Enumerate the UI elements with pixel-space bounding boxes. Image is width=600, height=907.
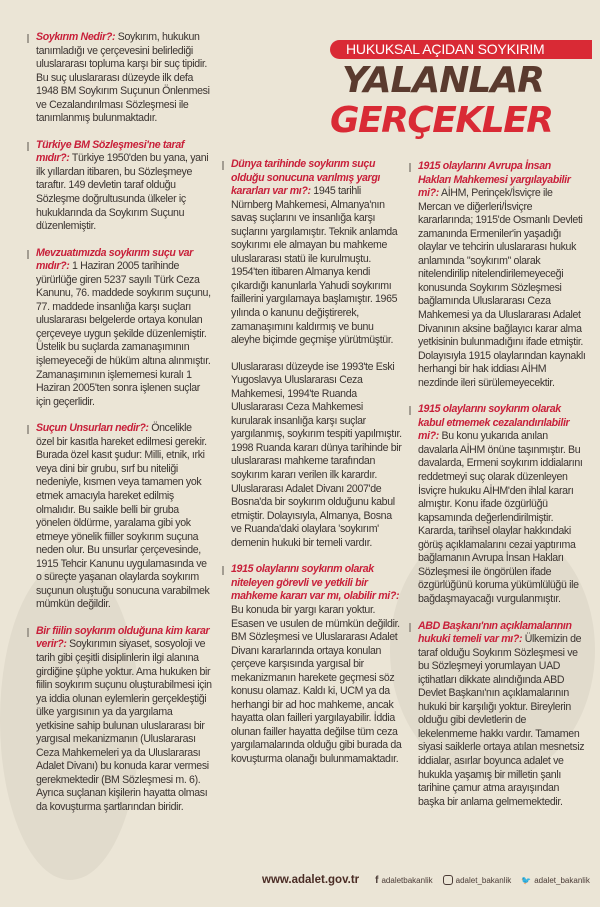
- answer: Soykırımın siyaset, sosyoloji ve tarih gibi çeşitli disiplinlerin ilgi alanına girdiğine şüphe yoktur. Ama hukuken bir fiilin soykırım suçunu oluşturabilmesi için ya iddia olunan eylemlerin gerçekleştiği ülke yargısının ya da yargılama yetkisine sahip bulunan uluslararası bir yargısal mekanizmanın (Uluslararası Ceza Mahkemeleri ya da Uluslararası Adalet Divanı) bu konuda karar vermesi gerekmektedir (BM Sözleşmesi m. 6). Ayrıca suçlanan kişilerin hayatta olması da kovuşturma şartlarından biridir.: [36, 638, 212, 813]
- facebook-handle: adaletbakanlik: [381, 875, 433, 885]
- subtitle-banner: HUKUKSAL AÇIDAN SOYKIRIM: [330, 40, 592, 59]
- qa-item: [36, 247, 212, 410]
- title-yalanlar: YALANLAR: [342, 60, 544, 101]
- qa-item: [36, 139, 212, 234]
- question: Mevzuatımızda soykırım suçu var mıdır?:: [36, 246, 193, 273]
- answer: Türkiye 1950'den bu yana, yani ilk yıllardan itibaren, bu Sözleşmeye taraftır. 149 devletin taraf olduğu Sözleşme doğrultusunda ülkeler iç hukuklarında da Soykırım Suçunu düzenlemiştir.: [36, 152, 209, 233]
- question: Dünya tarihinde soykırım suçu olduğu sonucuna varılmış yargı kararları var mı?:: [231, 158, 381, 198]
- middle-column: [231, 158, 403, 780]
- qa-item: [418, 160, 586, 390]
- question: 1915 olaylarını soykırım olarak kabul etmemek cezalandırılabilir mi?:: [418, 403, 570, 443]
- answer: Soykırım, hukukun tanımladığı ve çerçevesini belirlediği uluslararası topluma karşı bir suç tipidir. Bu suç uluslararası düzeyde ilk defa 1948 BM Soykırım Suçunun Önlenmesi ve Cezalandırılması Sözleşmesi ile tanımlanmış bulunmaktadır.: [36, 31, 210, 125]
- paragraph: [231, 361, 403, 551]
- title-gercekler: GERÇEKLER: [330, 100, 553, 141]
- question: 1915 olaylarını Avrupa İnsan Hakları Mahkemesi yargılayabilir mi?:: [418, 160, 571, 200]
- footer: [262, 874, 592, 886]
- answer: Ülkemizin de taraf olduğu Soykırım Sözleşmesi ve bu Sözleşmeyi yorumlayan UAD içtihatları dikkate alındığında ABD Devlet Başkanı'nın açıklamalarının hukuki bir karşılığı yoktur. Bireylerin olduğu gibi devletlerin de lekelenmeme hakkı vardır. Tamamen siyasi saiklerle ortaya atılan mesnetsiz iddialar, asırlar boyunca adalet ve hukukla yaşamış bir milletin şanlı tarihine çamur atma arayışından başka bir anlama gelmemektedir.: [418, 633, 585, 808]
- question: Bir fiilin soykırım olduğuna kim karar verir?:: [36, 624, 210, 651]
- instagram-handle: adalet_bakanlik: [455, 875, 512, 885]
- instagram-link[interactable]: [443, 875, 512, 885]
- question: Soykırım Nedir?:: [36, 31, 116, 43]
- question: Türkiye BM Sözleşmesi'ne taraf mıdır?:: [36, 138, 185, 165]
- facebook-link[interactable]: [375, 875, 433, 886]
- qa-item: [36, 422, 212, 612]
- answer: Öncelikle özel bir kasıtla hareket edilmesi gerekir. Burada özel kasıt şudur: Milli, etnik, ırki veya dini bir grubu, sırf bu niteliği nedeniyle, kısmen veya tamamen yok etmek amacıyla hareket edilmiş olmalıdır. Bu saikle belli bir gruba yönelen öldürme, yaralama gibi yok etmeye yönelik fiiller soykırım suçuna neden olur. Bu unsurlar çerçevesinde, 1915 Tehcir Kanunu uygulamasında ve o süreçte yaşanan olaylarda soykırım suçunun oluştuğu sonucuna varabilmek mümkün değildir.: [36, 422, 210, 611]
- twitter-handle: adalet_bakanlik: [534, 875, 590, 885]
- answer: AİHM, Perinçek/İsviçre ile Mercan ve diğerleri/İsviçre kararlarında; 1915'de Osmanlı Devleti zamanında Ermeniler'in yaşadığı olaylar ve tehcirin uluslararası hukuk anlamında "soykırım" olarak nitelendirilip nitelendirilemeyeceği konusunda Soykırım Sözleşmesi bağlamında Uluslararası Ceza Mahkemesi ya da Uluslararası Adalet Divanının aksine bağlayıcı karar alma yetkisinin bulunmadığını ifade etmiştir. Dolayısıyla 1915 olaylarından kaynaklı herhangi bir hak iddiası AİHM nezdinde ileri sürülemeyecektir.: [418, 187, 586, 389]
- answer: Bu konuda bir yargı kararı yoktur. Esasen ve usulen de mümkün değildir. BM Sözleşmesi ve Uluslararası Adalet Divanı kararlarında ortaya konulan çerçeve karşısında yargısal bir mekanizmanın harekete geçmesi söz konusu olamaz. Kaldı ki, UCM ya da herhangi bir ad hoc mahkeme, ancak hayatta olan failleri yargılayabilir. İddia olunan failler hayatta değilse tüm ceza yargılamalarında olduğu gibi burada da kovuşturma olanağı bulunmamaktadır.: [231, 603, 402, 765]
- question: 1915 olaylarını soykırım olarak niteleyen görevli ve yetkili bir mahkeme kararı var mı, olabilir mi?:: [231, 563, 400, 603]
- qa-item: [231, 563, 403, 766]
- twitter-icon: 🐦: [521, 875, 532, 885]
- instagram-icon: [443, 875, 453, 885]
- website-link[interactable]: www.adalet.gov.tr: [262, 874, 360, 886]
- answer: Uluslararası düzeyde ise 1993'te Eski Yugoslavya Uluslararası Ceza Mahkemesi, 1994'te Ruanda Uluslararası Ceza Mahkemesi kurularak insanlığa karşı suçlar yargılanmış, soykırım tespiti yapılmıştır. 1998 Ruanda kararı dünya tarihinde bir uluslararası mahkeme tarafından soykırım kararı verilen ilk karardır. Uluslararası Adalet Divanı 2007'de Bosna'da bir soykırım olduğunu kabul etmiştir. Dolayısıyla, Almanya, Bosna ve Ruanda'daki olaylara 'soykırım' demenin hukuki bir temeli vardır.: [231, 360, 402, 549]
- answer: 1945 tarihli Nürnberg Mahkemesi, Almanya'nın savaş suçlarını ve insanlığa karşı suçlarını yargılamıştır. Teknik anlamda soykırımı ele almayan bu mahkeme uluslararası statü ile kurulmuştu. 1954'ten itibaren Almanya kendi çıkardığı kanunlarla Yahudi soykırımı faillerini yargılamaya başlamıştır. 1965 yılında o kanunu değiştirerek, zamanaşımını kaldırmış ve bunu aleyhe biçimde geçmişe yürütmüştür.: [231, 185, 398, 347]
- facebook-icon: f: [375, 874, 379, 886]
- right-column: [418, 160, 586, 822]
- answer: Bu konu yukarıda anılan davalarla AİHM önüne taşınmıştır. Bu davalarda, Ermeni soykırım iddialarını reddetmeyi suç olarak düzenleyen İsviçre hukuku AİHM'den ihlal kararı almıştır. Konu ifade özgürlüğü kapsamında değerlendirilmiştir. Kararda, tarihsel olaylar hakkındaki görüş açıklamalarını cezai yaptırıma bağlamanın Avrupa İnsan Hakları Sözleşmesi ile öngörülen ifade özgürlüğünü koruma yükümlülüğü ile bağdaşmayacağı vurgulanmıştır.: [418, 430, 583, 605]
- twitter-link[interactable]: [521, 876, 590, 885]
- qa-item: [231, 158, 403, 348]
- qa-item: [36, 625, 212, 815]
- left-column: [36, 31, 212, 828]
- question: Suçun Unsurları nedir?:: [36, 422, 149, 435]
- qa-item: [36, 31, 212, 126]
- qa-item: [418, 620, 586, 810]
- question: ABD Başkanı'nın açıklamalarının hukuki temeli var mı?:: [418, 619, 572, 646]
- qa-item: [418, 403, 586, 606]
- answer: 1 Haziran 2005 tarihinde yürürlüğe giren 5237 sayılı Türk Ceza Kanunu, 76. maddede soykırım suçunu, 77. maddede insanlığa karşı suçları uluslararası belgelerde ortaya konulan çerçeveye uygun şekilde düzenlemiştir. Üstelik bu suçlarda zamanaşımının işlemeyeceği de hüküm altına alınmıştır. Zamanaşımının işlememesi kuralı 1 Haziran 2005'ten sonra işlenen suçlar için geçerlidir.: [36, 260, 211, 408]
